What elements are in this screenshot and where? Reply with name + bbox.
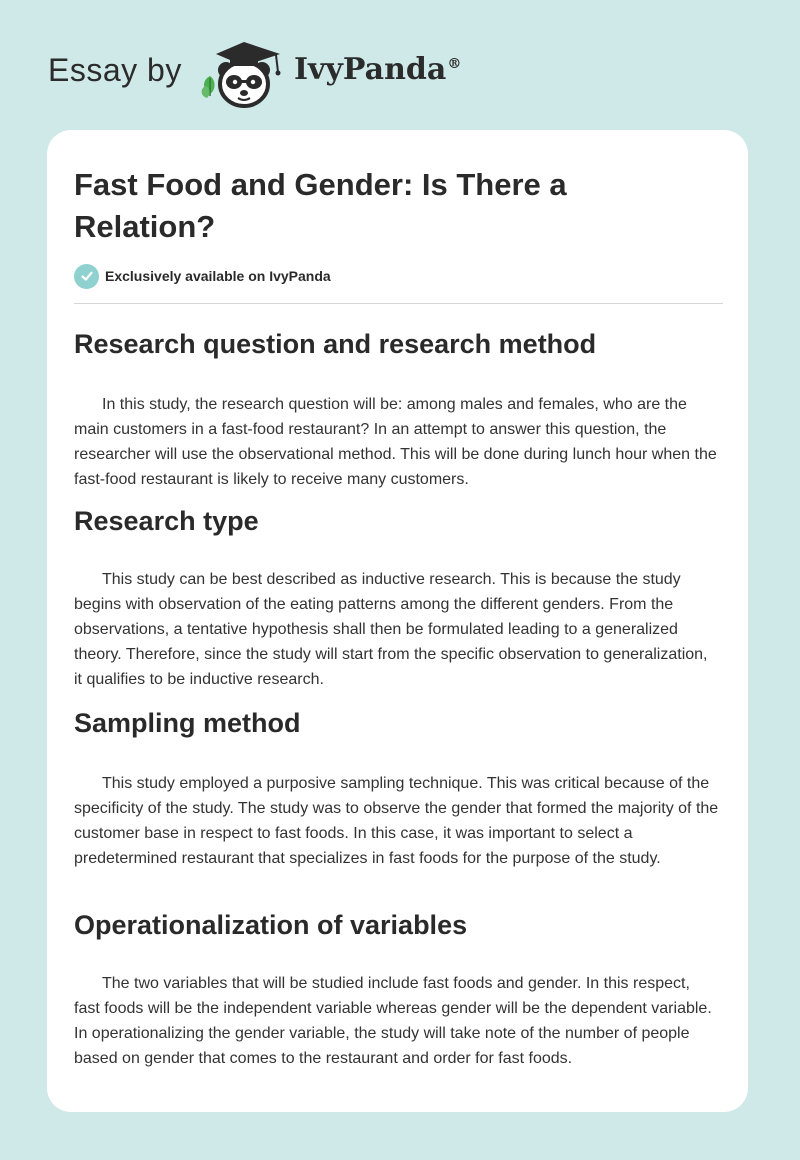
site-header xyxy=(0,0,800,130)
brand-label: IvyPanda xyxy=(294,52,447,87)
section-paragraph: This study employed a purposive sampling technique. This was critical because of the specificity of the study. The study was to observe the gender that formed the majority of the customer base in respect to fast foods. In this case, it was important to select a predetermined restaurant that specializes in fast foods for the purpose of the study. xyxy=(74,775,719,867)
section-paragraph: This study can be best described as inductive research. This is because the study begins with observation of the eating patterns among the different genders. From the observations, a tentative hypothesis shall then be formulated leading to a generalized theory. Therefore, since the study will start from the specific observation to generalization, it qualifies to be inductive research. xyxy=(74,571,708,688)
section-sampling-method xyxy=(74,706,719,871)
registered-mark: ® xyxy=(447,56,462,72)
exclusive-badge xyxy=(74,263,331,289)
section-heading: Operationalization of variables xyxy=(74,910,468,940)
section-research-type xyxy=(74,504,719,692)
brand-name[interactable] xyxy=(294,52,461,87)
section-paragraph: The two variables that will be studied include fast foods and gender. In this respect, fast foods will be the independent variable whereas gender will be the dependent variable. In operationalizing the gender variable, the study will take note of the number of people based on gender that comes to the restaurant and order for fast foods. xyxy=(74,975,712,1067)
page-title: Fast Food and Gender: Is There a Relation? xyxy=(74,167,567,244)
essay-by-label: Essay by xyxy=(48,52,182,88)
check-icon xyxy=(74,264,99,289)
section-operationalization xyxy=(74,908,719,1071)
exclusive-label: Exclusively available on IvyPanda xyxy=(105,268,331,284)
divider xyxy=(74,303,723,304)
section-heading: Research type xyxy=(74,506,259,536)
essay-card xyxy=(47,130,748,1112)
section-research-question xyxy=(74,327,719,492)
section-heading: Sampling method xyxy=(74,708,301,738)
section-paragraph: In this study, the research question will be: among males and females, who are the main customers in a fast-food restaurant? In an attempt to answer this question, the researcher will use the observational method. This will be done during lunch hour when the fast-food restaurant is likely to receive many customers. xyxy=(74,396,717,488)
panda-graduate-logo-icon[interactable] xyxy=(198,36,290,110)
section-heading: Research question and research method xyxy=(74,329,597,359)
